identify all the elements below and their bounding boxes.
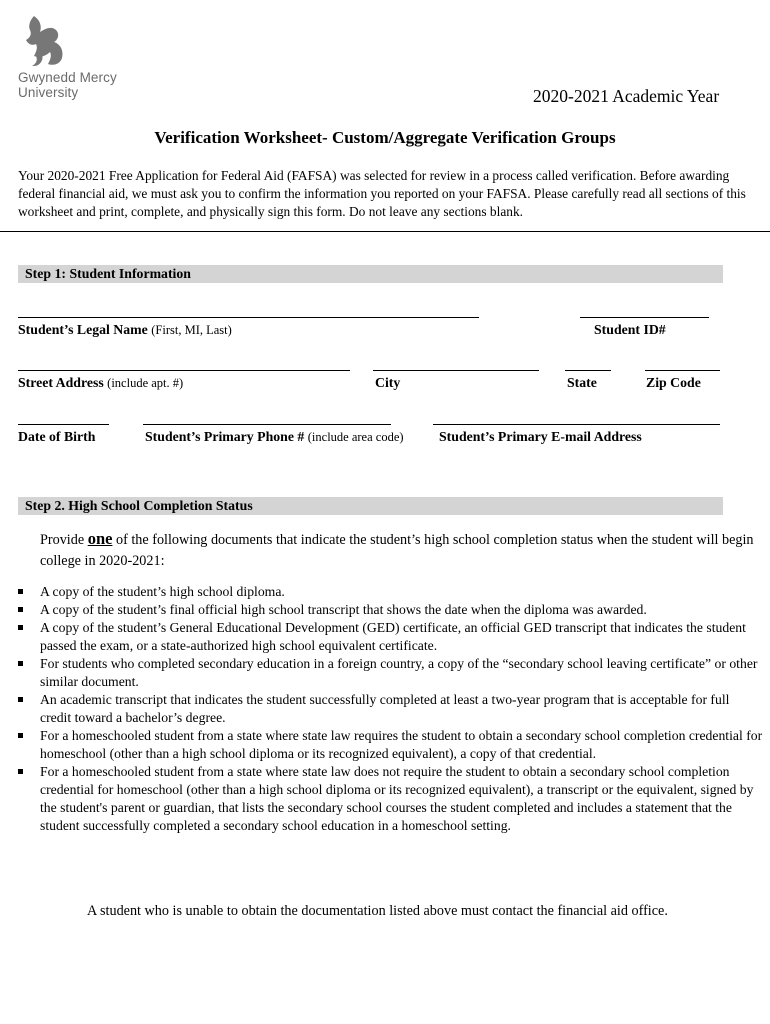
city-label: City	[375, 375, 401, 390]
zip-line[interactable]	[645, 370, 720, 371]
list-item	[18, 583, 763, 601]
legal-name-line[interactable]	[18, 317, 479, 318]
step2-header: Step 2. High School Completion Status	[18, 497, 723, 515]
street-note: (include apt. #)	[107, 376, 184, 390]
state-label: State	[567, 375, 597, 390]
step1-header: Step 1: Student Information	[18, 265, 723, 283]
bullet-icon	[18, 733, 23, 738]
student-id-line[interactable]	[580, 317, 709, 318]
divider	[0, 231, 770, 232]
provide-post: of the following documents that indicate the student’s high school completion status when the student will begin college in 2020-2021:	[40, 532, 754, 569]
street-line[interactable]	[18, 370, 350, 371]
street-label	[18, 375, 183, 391]
legal-name-label	[18, 322, 232, 338]
step2-instructions	[40, 528, 755, 572]
bullet-icon	[18, 697, 23, 702]
student-id-label: Student ID#	[594, 322, 666, 337]
legal-name-label-text: Student’s Legal Name	[18, 322, 148, 337]
logo-line-1: Gwynedd Mercy	[18, 70, 117, 85]
list-item-text: For a homeschooled student from a state where state law requires the student to obtain a secondary school completion credential for homeschool (other than a high school diploma or its recognized equivalent), a copy of that credential.	[40, 728, 763, 761]
footer-note: A student who is unable to obtain the documentation listed above must contact the financial aid office.	[87, 903, 668, 919]
list-item	[18, 655, 763, 691]
bullet-icon	[18, 769, 23, 774]
city-line[interactable]	[373, 370, 539, 371]
logo-line-2: University	[18, 85, 79, 100]
griffin-logo-icon	[22, 14, 68, 68]
list-item-text: For students who completed secondary education in a foreign country, a copy of the “secondary school leaving certificate” or other similar document.	[40, 656, 758, 689]
bullet-icon	[18, 607, 23, 612]
intro-paragraph: Your 2020-2021 Free Application for Federal Aid (FAFSA) was selected for review in a process called verification. Before awarding federal financial aid, we must ask you to confirm the information you reported on your FAFSA. Please carefully read all sections of this worksheet and print, complete, and physically sign this form. Do not leave any sections blank.	[18, 168, 746, 219]
list-item	[18, 691, 763, 727]
page-title: Verification Worksheet- Custom/Aggregate Verification Groups	[154, 128, 616, 147]
list-item-text: An academic transcript that indicates the student successfully completed at least a two-year program that is acceptable for full credit toward a bachelor’s degree.	[40, 692, 730, 725]
bullet-icon	[18, 661, 23, 666]
list-item	[18, 763, 763, 835]
bullet-icon	[18, 589, 23, 594]
zip-label: Zip Code	[646, 375, 701, 390]
email-line[interactable]	[433, 424, 720, 425]
email-label: Student’s Primary E-mail Address	[439, 429, 642, 444]
phone-label-text: Student’s Primary Phone #	[145, 429, 305, 444]
bullet-icon	[18, 625, 23, 630]
list-item-text: For a homeschooled student from a state where state law does not require the student to obtain a secondary school completion credential for homeschool (other than a high school diploma or its recognized equivalent), a transcript or the equivalent, signed by the student's parent or guardian, that lists the secondary school courses the student completed and includes a statement that the student successfully completed a secondary school education in a homeschool setting.	[40, 764, 754, 833]
dob-label: Date of Birth	[18, 429, 96, 444]
phone-note: (include area code)	[307, 430, 404, 444]
phone-label	[145, 429, 404, 445]
list-item-text: A copy of the student’s final official high school transcript that shows the date when the diploma was awarded.	[40, 602, 647, 617]
provide-one: one	[87, 529, 113, 548]
provide-pre: Provide	[40, 532, 88, 548]
street-label-text: Street Address	[18, 375, 104, 390]
state-line[interactable]	[565, 370, 611, 371]
phone-line[interactable]	[143, 424, 391, 425]
list-item-text: A copy of the student’s high school diploma.	[40, 584, 285, 599]
academic-year: 2020-2021 Academic Year	[533, 86, 720, 106]
list-item	[18, 619, 763, 655]
dob-line[interactable]	[18, 424, 109, 425]
list-item	[18, 601, 763, 619]
document-list	[18, 583, 763, 835]
legal-name-note: (First, MI, Last)	[151, 323, 232, 337]
list-item	[18, 727, 763, 763]
list-item-text: A copy of the student’s General Educational Development (GED) certificate, an official GED transcript that indicates the student passed the exam, or a state-authorized high school equivalent certificate.	[40, 620, 746, 653]
university-logo-text	[18, 70, 117, 100]
